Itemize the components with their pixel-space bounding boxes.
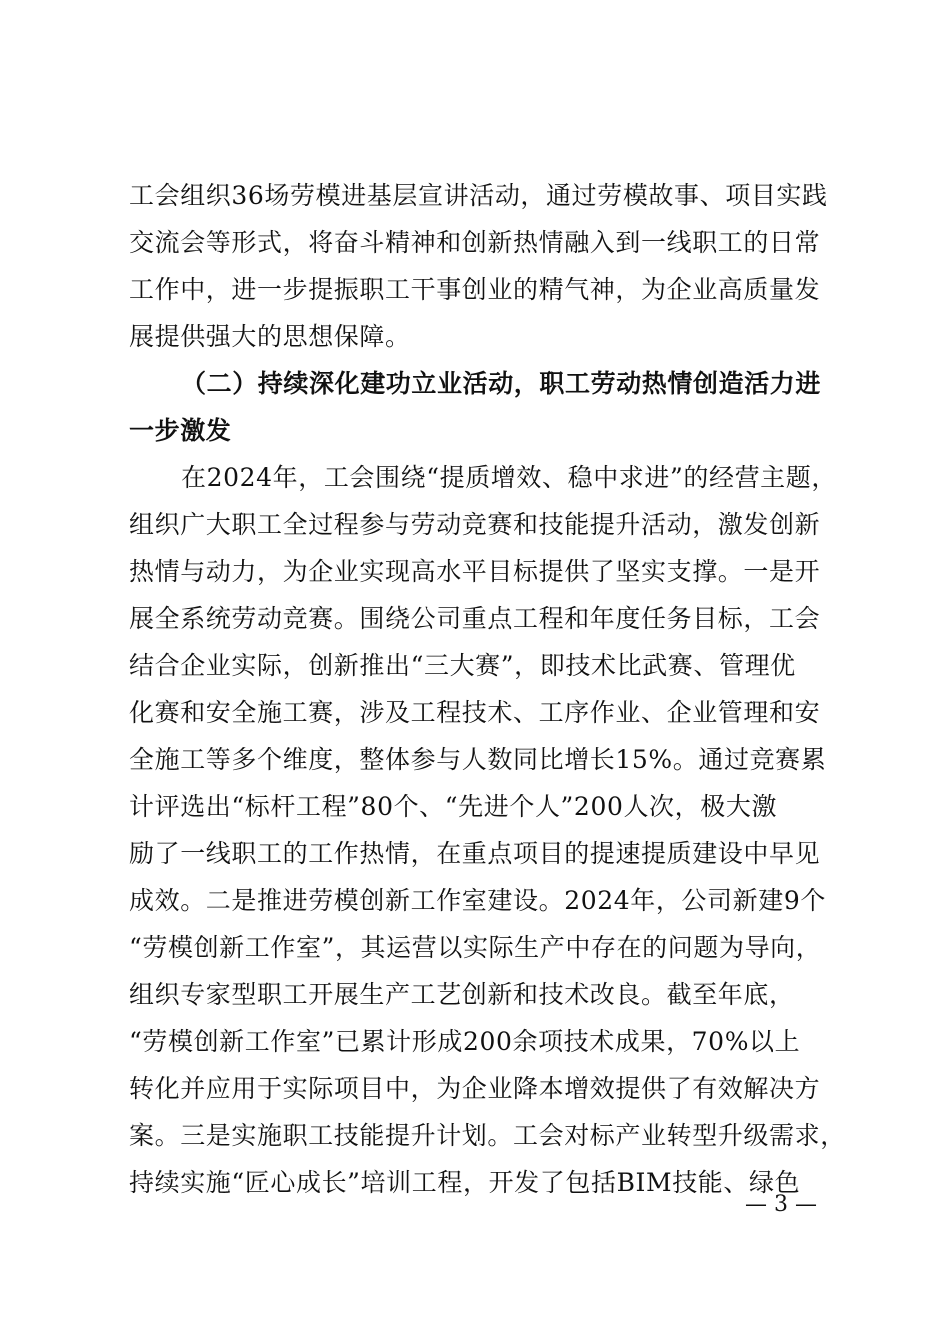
section-heading-line-1: （二）持续深化建功立业活动，职工劳动热情创造活力进 <box>181 369 822 398</box>
body-line-16: 组织专家型职工开展生产工艺创新和技术改良。截至年底， <box>129 980 795 1009</box>
body-line-19: 案。三是实施职工技能提升计划。工会对标产业转型升级需求， <box>129 1121 846 1150</box>
body-line-6: 组织广大职工全过程参与劳动竞赛和技能提升活动，激发创新 <box>129 510 821 539</box>
body-line-10: 化赛和安全施工赛，涉及工程技术、工序作业、企业管理和安 <box>129 698 821 727</box>
body-line-13: 励了一线职工的工作热情，在重点项目的提速提质建设中早见 <box>129 839 821 868</box>
body-line-2: 交流会等形式，将奋斗精神和创新热情融入到一线职工的日常 <box>129 228 821 257</box>
body-line-18: 转化并应用于实际项目中，为企业降本增效提供了有效解决方 <box>129 1074 821 1103</box>
body-line-3: 工作中，进一步提振职工干事创业的精气神，为企业高质量发 <box>129 275 821 304</box>
body-line-9: 结合企业实际，创新推出“三大赛”，即技术比武赛、管理优 <box>129 651 796 680</box>
body-line-1: 工会组织36场劳模进基层宣讲活动，通过劳模故事、项目实践 <box>129 181 828 210</box>
section-heading-line-2: 一步激发 <box>129 416 232 445</box>
body-line-11: 全施工等多个维度，整体参与人数同比增长15%。通过竞赛累 <box>129 745 827 774</box>
body-line-20: 持续实施“匠心成长”培训工程，开发了包括BIM技能、绿色 <box>129 1168 801 1197</box>
body-line-4: 展提供强大的思想保障。 <box>129 322 411 351</box>
page-number: — 3 — <box>745 1192 817 1217</box>
body-line-17: “劳模创新工作室”已累计形成200余项技术成果，70%以上 <box>129 1027 801 1056</box>
body-line-8: 展全系统劳动竞赛。围绕公司重点工程和年度任务目标，工会 <box>129 604 821 633</box>
body-line-14: 成效。二是推进劳模创新工作室建设。2024年，公司新建9个 <box>129 886 826 915</box>
body-line-15: “劳模创新工作室”，其运营以实际生产中存在的问题为导向， <box>129 933 822 962</box>
body-line-7: 热情与动力，为企业实现高水平目标提供了坚实支撑。一是开 <box>129 557 821 586</box>
body-line-5: 在2024年，工会围绕“提质增效、稳中求进”的经营主题， <box>181 463 837 492</box>
body-line-12: 计评选出“标杆工程”80个、“先进个人”200人次，极大激 <box>129 792 778 821</box>
